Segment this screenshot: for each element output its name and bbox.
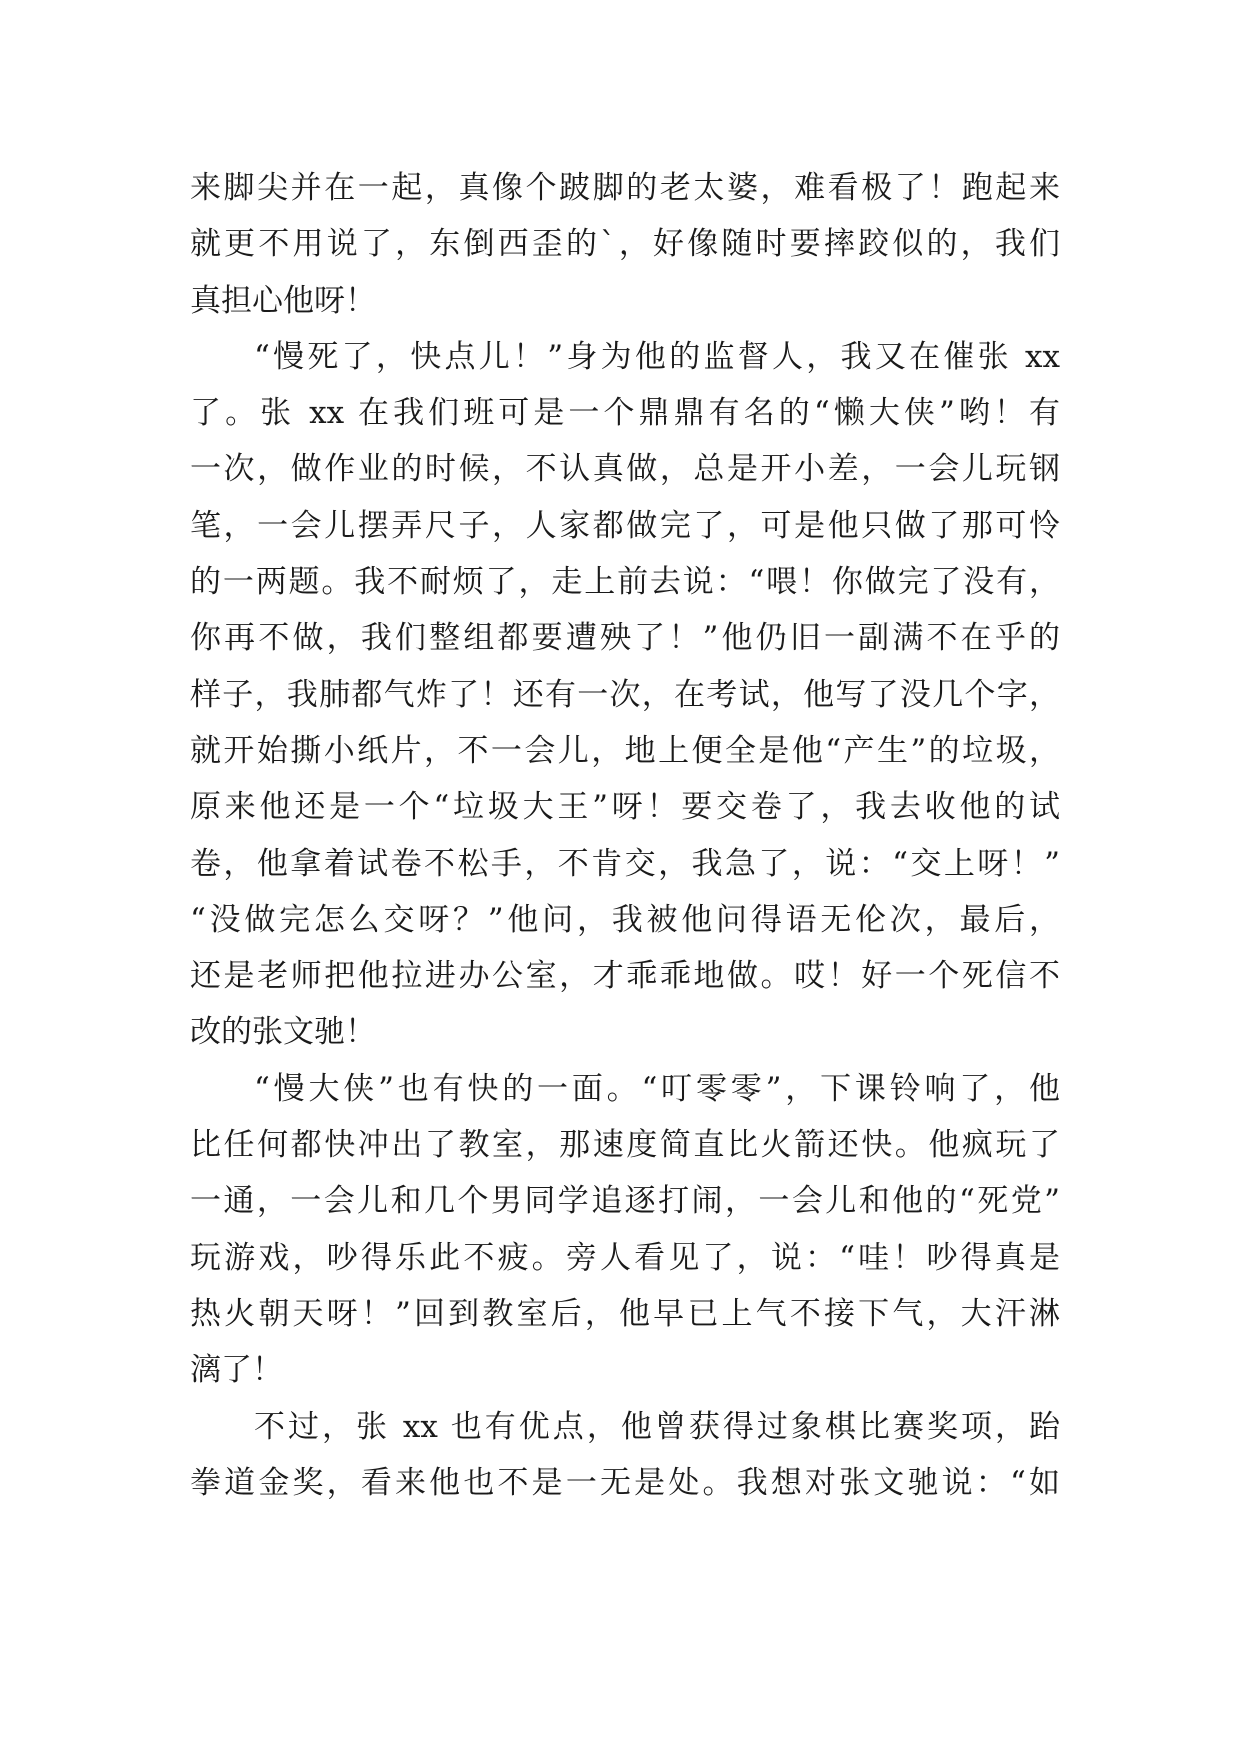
text-line: 不过，张 xx 也有优点，他曾获得过象棋比赛奖项，跆 xyxy=(254,1408,1060,1445)
text-line: 卷，他拿着试卷不松手，不肯交，我急了，说：“交上呀！” xyxy=(190,845,1060,882)
text-line: 比任何都快冲出了教室，那速度简直比火箭还快。他疯玩了 xyxy=(190,1127,1060,1164)
text-line: “慢死了，快点儿！”身为他的监督人，我又在催张 xx xyxy=(254,338,1060,375)
text-line: 一次，做作业的时候，不认真做，总是开小差，一会儿玩钢 xyxy=(190,451,1060,488)
text-line: 还是老师把他拉进办公室，才乖乖地做。哎！好一个死信不 xyxy=(190,958,1060,995)
text-line: 了。张 xx 在我们班可是一个鼎鼎有名的“懒大侠”哟！有 xyxy=(190,395,1060,432)
text-line: 改的张文驰！ xyxy=(190,1014,376,1051)
body-text xyxy=(190,160,1060,1511)
text-line: “没做完怎么交呀？”他问，我被他问得语无伦次，最后， xyxy=(190,901,1060,938)
text-line: 拳道金奖，看来他也不是一无是处。我想对张文驰说：“如 xyxy=(190,1464,1060,1501)
text-line: 玩游戏，吵得乐此不疲。旁人看见了，说：“哇！吵得真是 xyxy=(190,1239,1060,1276)
text-line: 笔，一会儿摆弄尺子，人家都做完了，可是他只做了那可怜 xyxy=(190,507,1060,544)
text-line: 样子，我肺都气炸了！还有一次，在考试，他写了没几个字， xyxy=(190,676,1060,713)
text-line: 原来他还是一个“垃圾大王”呀！要交卷了，我去收他的试 xyxy=(190,789,1060,826)
text-line: 漓了！ xyxy=(190,1352,283,1389)
text-line: 就更不用说了，东倒西歪的`，好像随时要摔跤似的，我们 xyxy=(190,226,1060,263)
text-line: 的一两题。我不耐烦了，走上前去说：“喂！你做完了没有， xyxy=(190,564,1060,601)
text-line: “慢大侠”也有快的一面。“叮零零”，下课铃响了，他 xyxy=(254,1070,1060,1107)
text-line: 热火朝天呀！”回到教室后，他早已上气不接下气，大汗淋 xyxy=(190,1295,1060,1332)
text-line: 真担心他呀！ xyxy=(190,282,376,319)
text-line: 来脚尖并在一起，真像个跛脚的老太婆，难看极了！跑起来 xyxy=(190,170,1060,206)
text-line: 一通，一会儿和几个男同学追逐打闹，一会儿和他的“死党” xyxy=(190,1183,1060,1220)
text-line: 就开始撕小纸片，不一会儿，地上便全是他“产生”的垃圾， xyxy=(190,732,1060,769)
text-line: 你再不做，我们整组都要遭殃了！”他仍旧一副满不在乎的 xyxy=(190,620,1060,657)
